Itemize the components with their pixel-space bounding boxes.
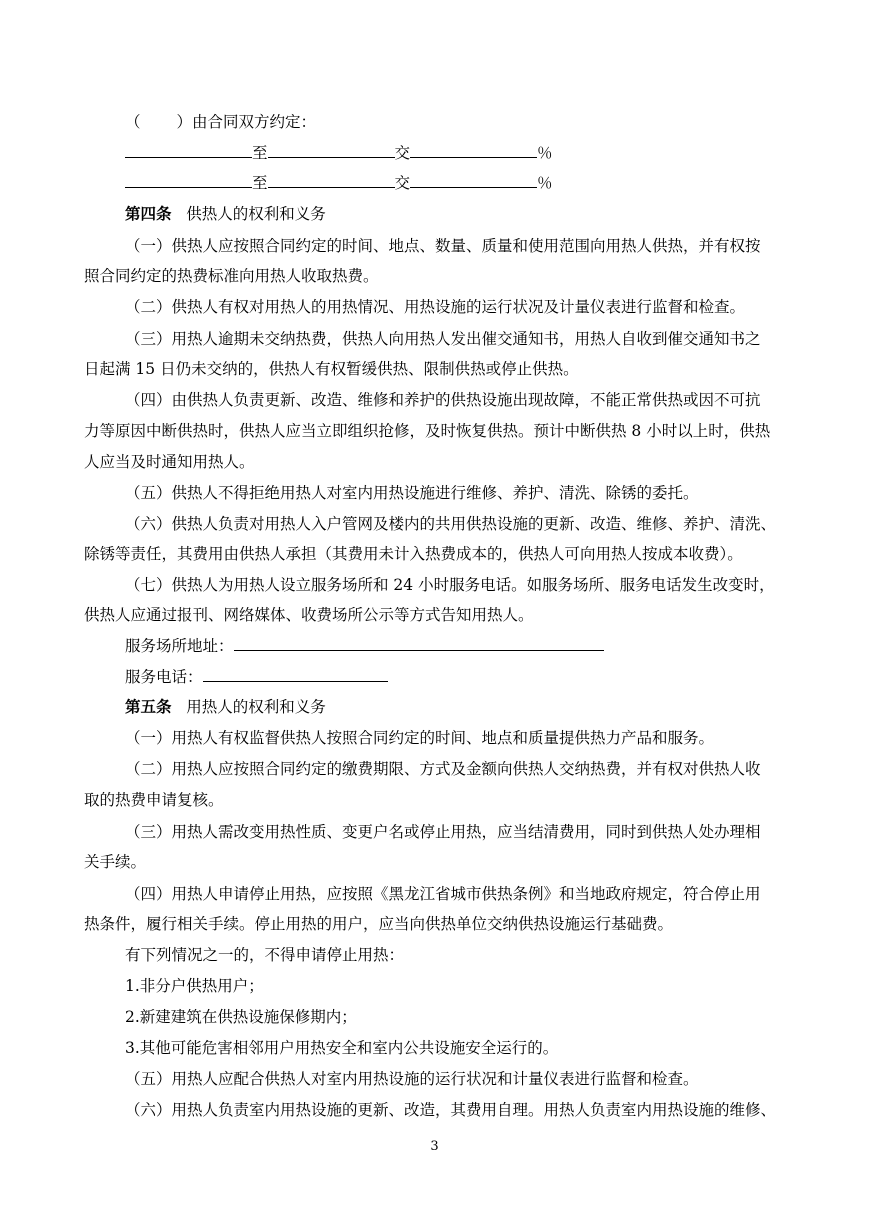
agreement-clause: （ ）由合同双方约定： bbox=[125, 113, 317, 131]
paragraph-line: （五）用热人应配合供热人对室内用热设施的运行状况和计量仪表进行监督和检查。 bbox=[125, 1070, 699, 1088]
paragraph-line: 关手续。 bbox=[84, 853, 147, 871]
paragraph-line: 力等原因中断供热时，供热人应当立即组织抢修，及时恢复供热。预计中断供热 8 小时以上时，供热 bbox=[84, 422, 771, 440]
paragraph-line: （三）用热人需改变用热性质、变更户名或停止用热，应当结清费用，同时到供热人处办理相 bbox=[125, 823, 761, 841]
paragraph-line: 日起满 15 日仍未交纳的，供热人有权暂缓供热、限制供热或停止供热。 bbox=[84, 360, 579, 378]
paragraph-line: （七）供热人为用热人设立服务场所和 24 小时服务电话。如服务场所、服务电话发生改变时， bbox=[125, 576, 775, 594]
paragraph-line: 除锈等责任，其费用由供热人承担（其费用未计入热费成本的，供热人可向用热人按成本收费）。 bbox=[84, 545, 743, 563]
paragraph-line: （一）用热人有权监督供热人按照合同约定的时间、地点和质量提供热力产品和服务。 bbox=[125, 729, 715, 747]
article-5-heading: 第五条 用热人的权利和义务 bbox=[125, 697, 326, 716]
list-item: 1.非分户供热用户； bbox=[125, 977, 264, 995]
paragraph-line: （三）用热人逾期未交纳热费，供热人向用热人发出催交通知书，用热人自收到催交通知书之 bbox=[125, 330, 761, 348]
list-item: 3.其他可能危害相邻用户用热安全和室内公共设施安全运行的。 bbox=[125, 1039, 559, 1057]
paragraph-line: （一）供热人应按照合同约定的时间、地点、数量、质量和使用范围向用热人供热，并有权按 bbox=[125, 237, 761, 255]
blank-field[interactable] bbox=[410, 143, 537, 158]
service-phone-row: 服务电话： bbox=[125, 667, 388, 687]
paragraph-line: 照合同约定的热费标准向用热人收取热费。 bbox=[84, 267, 379, 285]
paragraph-line: （六）用热人负责室内用热设施的更新、改造，其费用自理。用热人负责室内用热设施的维修、 bbox=[125, 1101, 777, 1119]
blank-field[interactable] bbox=[268, 143, 395, 158]
ratio-row-2: 至 交 ％ bbox=[125, 173, 553, 193]
paragraph-line: （二）供热人有权对用热人的用热情况、用热设施的运行状况及计量仪表进行监督和检查。 bbox=[125, 298, 746, 316]
paragraph-line: 有下列情况之一的，不得申请停止用热： bbox=[125, 946, 405, 964]
paragraph-line: （五）供热人不得拒绝用热人对室内用热设施进行维修、养护、清洗、除锈的委托。 bbox=[125, 484, 699, 502]
article-4-heading: 第四条 供热人的权利和义务 bbox=[125, 204, 326, 223]
blank-field[interactable] bbox=[410, 173, 537, 188]
paragraph-line: （四）用热人申请停止用热，应按照《黑龙江省城市供热条例》和当地政府规定，符合停止用 bbox=[125, 885, 761, 903]
page-number: 3 bbox=[430, 1139, 439, 1154]
ratio-row-1: 至 交 ％ bbox=[125, 143, 553, 163]
blank-field[interactable] bbox=[125, 173, 252, 188]
paragraph-line: 热条件，履行相关手续。停止用热的用户，应当向供热单位交纳供热设施运行基础费。 bbox=[84, 915, 674, 933]
blank-field[interactable] bbox=[268, 173, 395, 188]
paragraph-line: （六）供热人负责对用热人入户管网及楼内的共用供热设施的更新、改造、维修、养护、清洗、 bbox=[125, 515, 777, 533]
list-item: 2.新建建筑在供热设施保修期内； bbox=[125, 1008, 357, 1026]
paragraph-line: （四）由供热人负责更新、改造、维修和养护的供热设施出现故障，不能正常供热或因不可抗 bbox=[125, 391, 761, 409]
blank-field[interactable] bbox=[125, 143, 252, 158]
service-address-row: 服务场所地址： bbox=[125, 636, 604, 656]
paragraph-line: （二）用热人应按照合同约定的缴费期限、方式及金额向供热人交纳热费，并有权对供热人收 bbox=[125, 760, 761, 778]
service-phone-field[interactable] bbox=[203, 667, 388, 682]
paragraph-line: 供热人应通过报刊、网络媒体、收费场所公示等方式告知用热人。 bbox=[84, 606, 534, 624]
service-address-field[interactable] bbox=[234, 636, 604, 651]
paragraph-line: 取的热费申请复核。 bbox=[84, 791, 224, 809]
paragraph-line: 人应当及时通知用热人。 bbox=[84, 453, 255, 471]
